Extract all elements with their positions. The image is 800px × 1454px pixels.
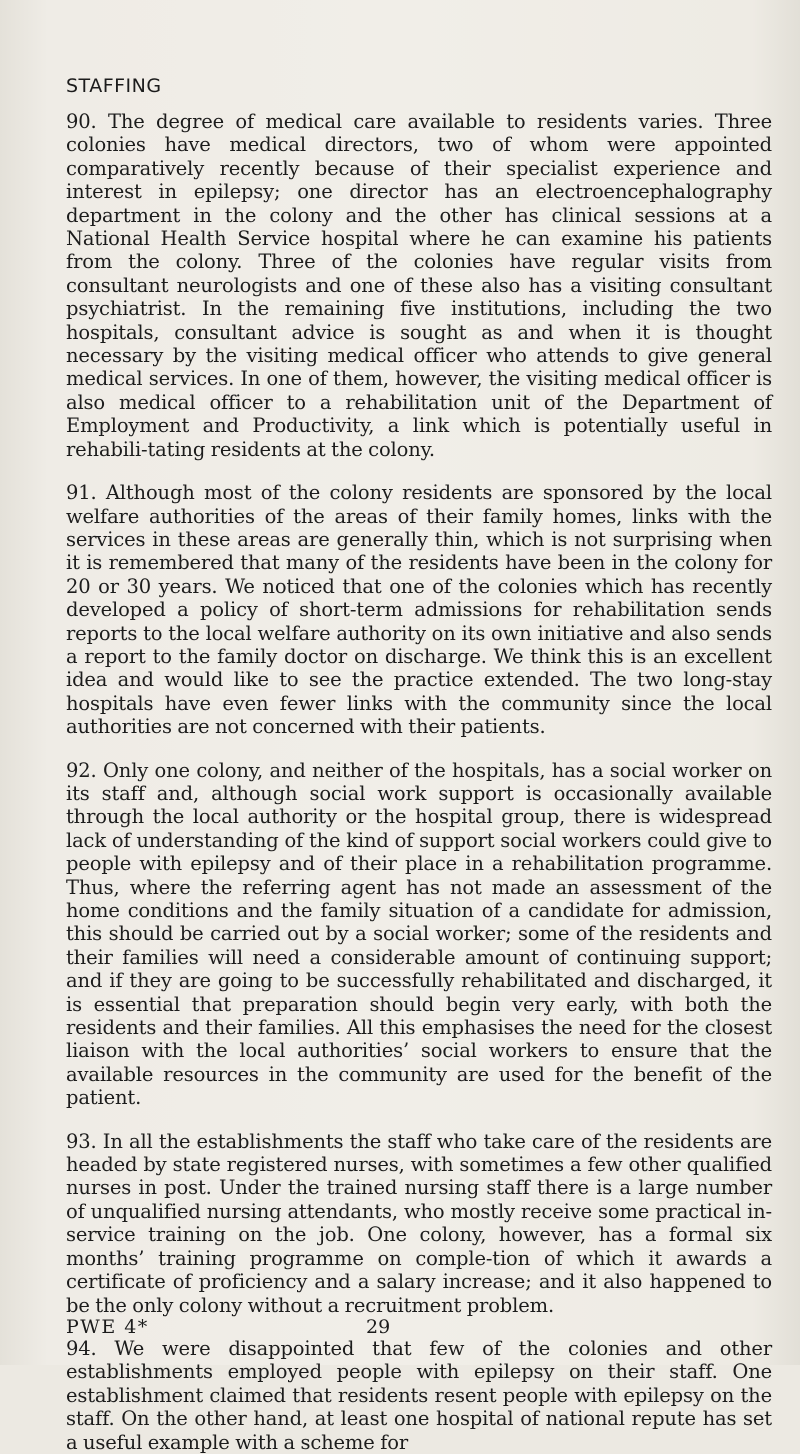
signature-mark: PWE 4* (66, 1316, 149, 1338)
section-heading: STAFFING (66, 75, 162, 97)
paragraph-90: 90. The degree of medical care available to residents varies. Three colonies have medical directors, two of whom were appointed comparatively recently because of their specialist experience and interest in epilepsy; one director has an electroencephalography department in the colony and the other has clinical sessions at a National Health Service hospital where he can examine his patients from the colony. Three of the colonies have regular visits from consultant neurologists and one of these also has a visiting consultant psychiatrist. In the remaining five institutions, including the two hospitals, consultant advice is sought as and when it is thought necessary by the visiting medical officer who attends to give general medical services. In one of them, however, the visiting medical officer is also medical officer to a rehabilitation unit of the Department of Employment and Productivity, a link which is potentially useful in rehabili-tating residents at the colony. (66, 110, 772, 461)
paragraph-91: 91. Although most of the colony residents are sponsored by the local welfare authorities of the areas of their family homes, links with the services in these areas are generally thin, which is not surprising when it is remembered that many of the residents have been in the colony for 20 or 30 years. We noticed that one of the colonies which has recently developed a policy of short-term admissions for rehabilitation sends reports to the local welfare authority on its own initiative and also sends a report to the family doctor on discharge. We think this is an excellent idea and would like to see the practice extended. The two long-stay hospitals have even fewer links with the community since the local authorities are not concerned with their patients. (66, 481, 772, 739)
page-footer (66, 1316, 772, 1342)
page-number: 29 (366, 1316, 391, 1338)
paragraph-94: 94. We were disappointed that few of the colonies and other establishments employed people with epilepsy on their staff. One establishment claimed that residents resent people with epilepsy on the staff. On the other hand, at least one hospital of national repute has set a useful example with a scheme for (66, 1336, 772, 1454)
paragraph-92: 92. Only one colony, and neither of the hospitals, has a social worker on its staff and, although social work support is occasionally available through the local authority or the hospital group, there is widespread lack of understanding of the kind of support social workers could give to people with epilepsy and of their place in a rehabilitation programme. Thus, where the referring agent has not made an assessment of the home conditions and the family situation of a candidate for admission, this should be carried out by a social worker; some of the residents and their families will need a considerable amount of continuing support; and if they are going to be successfully rehabilitated and discharged, it is essential that preparation should begin very early, with both the residents and their families. All this emphasises the need for the closest liaison with the local authorities’ social workers to ensure that the available resources in the community are used for the benefit of the patient. (66, 758, 772, 1110)
paragraph-93: 93. In all the establishments the staff who take care of the residents are headed by state registered nurses, with sometimes a few other qualified nurses in post. Under the trained nursing staff there is a large number of unqualified nursing attendants, who mostly receive some practical in-service training on the job. One colony, however, has a formal six months’ training programme on comple-tion of which it awards a certificate of proficiency and a salary increase; and it also happened to be the only colony without a recruitment problem. (66, 1129, 772, 1317)
